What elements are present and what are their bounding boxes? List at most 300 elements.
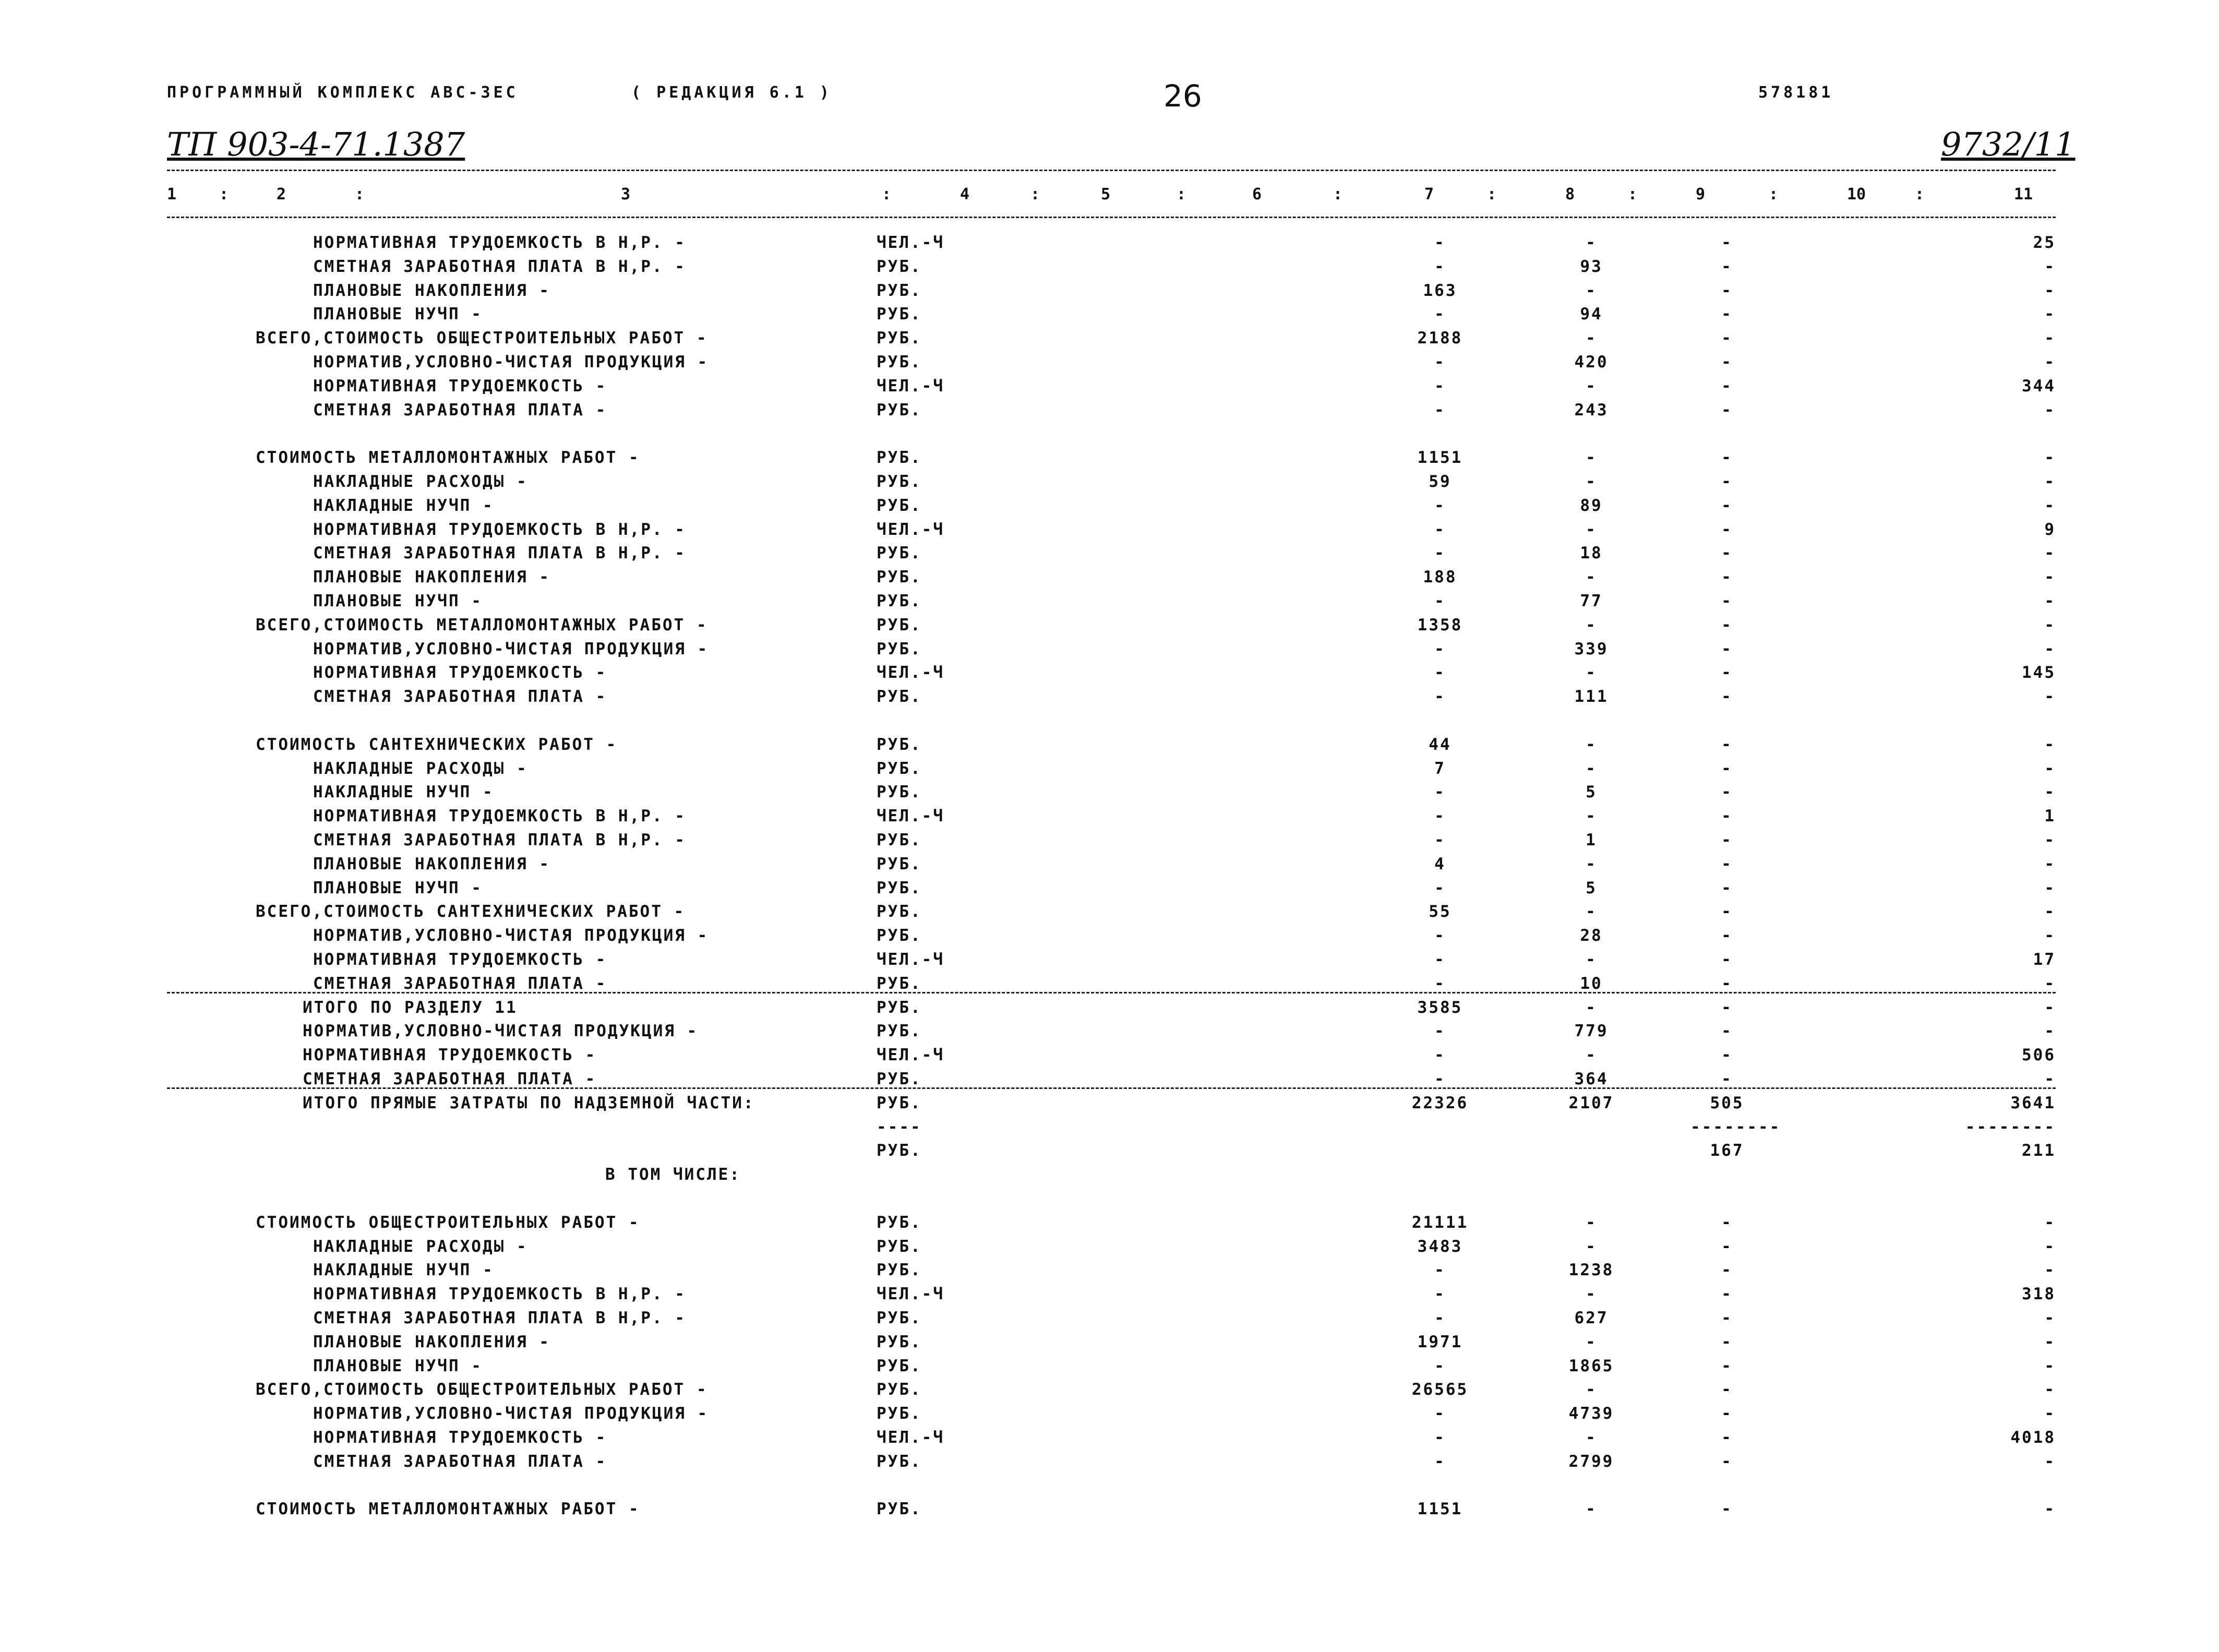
cell-col-9: - <box>1721 448 1733 468</box>
cell-col-11: - <box>2044 1237 2056 1256</box>
cell-col-7: - <box>1434 376 1446 396</box>
row-unit: ЧЕЛ.-Ч <box>877 376 944 396</box>
table-row <box>0 950 2219 974</box>
cell-col-7: 22326 <box>1411 1093 1469 1112</box>
table-row <box>0 687 2219 711</box>
cell-col-8: - <box>1586 902 1597 921</box>
cell-col-7: - <box>1434 831 1446 849</box>
row-unit: РУБ. <box>877 353 922 372</box>
column-separator: : <box>1915 185 1925 203</box>
column-separator: : <box>1769 185 1779 203</box>
row-label: НОРМАТИВ,УСЛОВНО-ЧИСТАЯ ПРОДУКЦИЯ - <box>313 926 709 945</box>
cell-col-11: 344 <box>2022 376 2056 396</box>
row-label: СМЕТНАЯ ЗАРАБОТНАЯ ПЛАТА - <box>313 400 607 420</box>
row-label: ПЛАНОВЫЕ НУЧП - <box>313 305 483 324</box>
cell-col-11: - <box>2044 759 2056 778</box>
cell-col-9: - <box>1721 472 1733 491</box>
cell-col-11: - <box>2044 281 2056 300</box>
cell-col-7: - <box>1434 663 1446 683</box>
handwritten-project-number: ТП 903-4-71.1387 <box>167 125 465 163</box>
row-unit: ЧЕЛ.-Ч <box>877 1428 944 1447</box>
cell-col-9: - <box>1721 568 1733 587</box>
handwritten-sheet-number: 9732/11 <box>1941 125 2076 163</box>
cell-col-9: - <box>1721 639 1733 659</box>
table-row <box>0 1141 2219 1165</box>
row-label: НОРМАТИВНАЯ ТРУДОЕМКОСТЬ В Н,Р. - <box>313 1285 686 1304</box>
program-title: ПРОГРАММНЫЙ КОМПЛЕКС АВС-ЗЕС <box>167 83 519 102</box>
cell-col-9: - <box>1721 305 1733 324</box>
row-unit: РУБ. <box>877 1213 922 1232</box>
column-number: 3 <box>621 185 631 203</box>
row-unit: РУБ. <box>877 544 922 563</box>
cell-col-8: 779 <box>1574 1022 1609 1041</box>
cell-col-11: - <box>2044 878 2056 897</box>
table-row <box>0 1261 2219 1285</box>
cell-col-11: - <box>2044 1309 2056 1327</box>
cell-col-7: - <box>1434 950 1446 969</box>
table-row <box>0 855 2219 879</box>
cell-col-8: 2799 <box>1568 1452 1614 1471</box>
table-row <box>0 401 2219 425</box>
cell-col-8: - <box>1586 568 1597 587</box>
row-label: НОРМАТИВНАЯ ТРУДОЕМКОСТЬ - <box>313 1428 607 1447</box>
cell-col-9: - <box>1721 687 1733 707</box>
table-row <box>0 902 2219 926</box>
cell-col-9: - <box>1721 759 1733 778</box>
row-unit: ЧЕЛ.-Ч <box>877 233 944 252</box>
table-row <box>0 592 2219 616</box>
row-unit: РУБ. <box>877 448 922 468</box>
cell-col-11: - <box>2044 592 2056 610</box>
cell-col-7: - <box>1434 1309 1446 1327</box>
row-label: СМЕТНАЯ ЗАРАБОТНАЯ ПЛАТА В Н,Р. - <box>313 257 686 276</box>
table-row <box>0 1380 2219 1404</box>
column-separator: : <box>1628 185 1638 203</box>
table-row <box>0 424 2219 448</box>
cell-col-8: - <box>1586 281 1597 300</box>
table-row <box>0 1022 2219 1046</box>
cell-col-7: - <box>1434 305 1446 324</box>
cell-col-7: 1151 <box>1417 448 1463 468</box>
cell-col-7: 163 <box>1423 281 1457 300</box>
cell-col-7: 7 <box>1434 759 1446 778</box>
cell-col-9: - <box>1721 998 1733 1017</box>
row-label: СМЕТНАЯ ЗАРАБОТНАЯ ПЛАТА В Н,Р. - <box>313 831 686 849</box>
cell-col-8: - <box>1586 376 1597 396</box>
cell-col-7: 21111 <box>1411 1213 1469 1232</box>
cell-col-9: - <box>1721 974 1733 993</box>
row-unit: РУБ. <box>877 496 922 515</box>
cell-col-8: 10 <box>1580 974 1603 993</box>
cell-col-11: - <box>2044 329 2056 348</box>
cell-col-11: - <box>2044 854 2056 873</box>
cell-col-8: - <box>1586 1380 1597 1399</box>
cell-col-7: - <box>1434 520 1446 539</box>
row-label: ПЛАНОВЫЕ НУЧП - <box>313 878 483 897</box>
table-row <box>0 998 2219 1022</box>
cell-col-9: - <box>1721 950 1733 969</box>
cell-col-11: - <box>2044 1213 2056 1232</box>
cell-col-8: - <box>1586 233 1597 252</box>
row-label: НОРМАТИВНАЯ ТРУДОЕМКОСТЬ - <box>313 950 607 969</box>
cell-col-7: - <box>1434 1404 1446 1423</box>
cell-col-7: 2188 <box>1417 329 1463 348</box>
cell-col-8: - <box>1586 1046 1597 1065</box>
row-label: СМЕТНАЯ ЗАРАБОТНАЯ ПЛАТА - <box>313 1452 607 1471</box>
cell-col-8: - <box>1586 1213 1597 1232</box>
column-separator: : <box>1333 185 1343 203</box>
row-unit: РУБ. <box>877 615 922 635</box>
cell-col-8: 1238 <box>1568 1261 1614 1280</box>
row-unit: РУБ. <box>877 1070 922 1088</box>
table-row <box>0 1333 2219 1357</box>
row-unit: РУБ. <box>877 1500 922 1519</box>
table-row <box>0 974 2219 998</box>
cell-col-8: 364 <box>1574 1070 1609 1088</box>
table-row <box>0 831 2219 855</box>
row-label: ПЛАНОВЫЕ НАКОПЛЕНИЯ - <box>313 854 550 873</box>
row-unit: РУБ. <box>877 783 922 802</box>
table-row <box>0 233 2219 257</box>
row-label: ВСЕГО,СТОИМОСТЬ МЕТАЛЛОМОНТАЖНЫХ РАБОТ - <box>256 615 708 635</box>
cell-col-8: 339 <box>1574 639 1609 659</box>
cell-col-11: - <box>2044 998 2056 1017</box>
table-row <box>0 640 2219 664</box>
row-label: НАКЛАДНЫЕ НУЧП - <box>313 496 494 515</box>
table-row <box>0 1118 2219 1142</box>
row-label: ВСЕГО,СТОИМОСТЬ САНТЕХНИЧЕСКИХ РАБОТ - <box>256 902 686 921</box>
row-label: НОРМАТИВ,УСЛОВНО-ЧИСТАЯ ПРОДУКЦИЯ - <box>303 1022 699 1041</box>
cell-col-11: - <box>2044 783 2056 802</box>
cell-col-7: - <box>1434 1070 1446 1088</box>
cell-col-11: 211 <box>2022 1141 2056 1160</box>
cell-col-8: - <box>1586 615 1597 635</box>
cell-col-11: - <box>2044 639 2056 659</box>
cell-col-9: - <box>1721 281 1733 300</box>
column-number: 1 <box>167 185 177 203</box>
row-unit: ЧЕЛ.-Ч <box>877 663 944 683</box>
cell-col-7: - <box>1434 592 1446 610</box>
table-row <box>0 879 2219 903</box>
cell-col-9: - <box>1721 1380 1733 1399</box>
row-unit: РУБ. <box>877 902 922 921</box>
cell-col-11: - <box>2044 1452 2056 1471</box>
row-label: СТОИМОСТЬ МЕТАЛЛОМОНТАЖНЫХ РАБОТ - <box>256 1500 640 1519</box>
table-row <box>0 377 2219 401</box>
cell-col-8: - <box>1586 1500 1597 1519</box>
row-label: СТОИМОСТЬ МЕТАЛЛОМОНТАЖНЫХ РАБОТ - <box>256 448 640 468</box>
cell-col-9: 505 <box>1710 1093 1744 1112</box>
cell-col-7: - <box>1434 1356 1446 1375</box>
table-row <box>0 329 2219 353</box>
cell-col-9: - <box>1721 1356 1733 1375</box>
table-row <box>0 472 2219 496</box>
cell-col-9: - <box>1721 233 1733 252</box>
row-unit: РУБ. <box>877 568 922 587</box>
table-row <box>0 353 2219 377</box>
row-label: СМЕТНАЯ ЗАРАБОТНАЯ ПЛАТА - <box>313 687 607 707</box>
table-row <box>0 281 2219 305</box>
cell-col-11: - <box>2044 496 2056 515</box>
row-label: НОРМАТИВНАЯ ТРУДОЕМКОСТЬ - <box>303 1046 597 1065</box>
cell-col-7: - <box>1434 496 1446 515</box>
cell-col-8: - <box>1586 807 1597 826</box>
cell-col-8: - <box>1586 472 1597 491</box>
row-label: НОРМАТИВНАЯ ТРУДОЕМКОСТЬ - <box>313 376 607 396</box>
cell-col-9: - <box>1721 1428 1733 1447</box>
table-row <box>0 1237 2219 1261</box>
cell-col-7: 44 <box>1429 735 1452 754</box>
cell-col-7: - <box>1434 353 1446 372</box>
cell-col-9: - <box>1721 1309 1733 1327</box>
cell-col-11: - <box>2044 1261 2056 1280</box>
cell-col-11: - <box>2044 1332 2056 1351</box>
cell-col-9: - <box>1721 496 1733 515</box>
cell-col-7: - <box>1434 1428 1446 1447</box>
cell-col-7: - <box>1434 1285 1446 1304</box>
cell-col-7: - <box>1434 257 1446 276</box>
column-number: 2 <box>277 185 286 203</box>
cell-col-11: 145 <box>2022 663 2056 683</box>
cell-col-7: - <box>1434 233 1446 252</box>
cell-col-9: - <box>1721 902 1733 921</box>
table-row <box>0 711 2219 735</box>
row-unit: РУБ. <box>877 1332 922 1351</box>
cell-col-11: -------- <box>1965 1117 2056 1136</box>
row-label: НАКЛАДНЫЕ РАСХОДЫ - <box>313 759 528 778</box>
cell-col-8: - <box>1586 663 1597 683</box>
row-label: СТОИМОСТЬ ОБЩЕСТРОИТЕЛЬНЫХ РАБОТ - <box>256 1213 640 1232</box>
cell-col-8: - <box>1586 448 1597 468</box>
cell-col-9: - <box>1721 1404 1733 1423</box>
row-unit: РУБ. <box>877 639 922 659</box>
cell-col-11: - <box>2044 735 2056 754</box>
row-label: СМЕТНАЯ ЗАРАБОТНАЯ ПЛАТА - <box>313 974 607 993</box>
cell-col-8: - <box>1586 1332 1597 1351</box>
cell-col-11: - <box>2044 1500 2056 1519</box>
cell-col-9: - <box>1721 544 1733 563</box>
cell-col-9: - <box>1721 854 1733 873</box>
cell-col-7: 1151 <box>1417 1500 1463 1519</box>
column-number: 5 <box>1101 185 1111 203</box>
cell-col-11: - <box>2044 448 2056 468</box>
cell-col-11: - <box>2044 1404 2056 1423</box>
cell-col-11: - <box>2044 615 2056 635</box>
cell-col-11: - <box>2044 902 2056 921</box>
table-row <box>0 783 2219 807</box>
row-unit: РУБ. <box>877 1452 922 1471</box>
column-number: 4 <box>960 185 970 203</box>
row-unit: РУБ. <box>877 1380 922 1399</box>
row-label: НОРМАТИВНАЯ ТРУДОЕМКОСТЬ В Н,Р. - <box>313 520 686 539</box>
row-unit: РУБ. <box>877 926 922 945</box>
cell-col-11: - <box>2044 1070 2056 1088</box>
cell-col-11: - <box>2044 926 2056 945</box>
table-row <box>0 448 2219 472</box>
table-row <box>0 926 2219 950</box>
row-unit: ЧЕЛ.-Ч <box>877 807 944 826</box>
table-row <box>0 1357 2219 1381</box>
cell-col-8: 5 <box>1586 878 1597 897</box>
table-row <box>0 616 2219 640</box>
cell-col-11: - <box>2044 400 2056 420</box>
cell-col-9: - <box>1721 329 1733 348</box>
edition-label: ( РЕДАКЦИЯ 6.1 ) <box>631 83 832 102</box>
row-unit: РУБ. <box>877 400 922 420</box>
section-rule <box>167 992 2056 993</box>
cell-col-7: - <box>1434 1452 1446 1471</box>
row-label: СТОИМОСТЬ САНТЕХНИЧЕСКИХ РАБОТ - <box>256 735 618 754</box>
table-row <box>0 1285 2219 1309</box>
cell-col-9: - <box>1721 520 1733 539</box>
cell-col-9: - <box>1721 1452 1733 1471</box>
table-row <box>0 1070 2219 1094</box>
row-unit: РУБ. <box>877 257 922 276</box>
cell-col-11: 506 <box>2022 1046 2056 1065</box>
row-label: ВСЕГО,СТОИМОСТЬ ОБЩЕСТРОИТЕЛЬНЫХ РАБОТ - <box>256 1380 708 1399</box>
cell-col-9: - <box>1721 257 1733 276</box>
cell-col-11: 25 <box>2033 233 2056 252</box>
cell-col-8: 89 <box>1580 496 1603 515</box>
table-row <box>0 1046 2219 1070</box>
cell-col-9: - <box>1721 807 1733 826</box>
cell-col-9: - <box>1721 831 1733 849</box>
row-label: НАКЛАДНЫЕ НУЧП - <box>313 783 494 802</box>
cell-col-11: 3641 <box>2010 1093 2056 1112</box>
table-row <box>0 1213 2219 1237</box>
cell-col-8: 1865 <box>1568 1356 1614 1375</box>
cell-col-8: 5 <box>1586 783 1597 802</box>
row-label: НАКЛАДНЫЕ РАСХОДЫ - <box>313 1237 528 1256</box>
cell-col-11: 4018 <box>2010 1428 2056 1447</box>
row-unit: ЧЕЛ.-Ч <box>877 520 944 539</box>
row-unit: РУБ. <box>877 878 922 897</box>
row-label: НОРМАТИВ,УСЛОВНО-ЧИСТАЯ ПРОДУКЦИЯ - <box>313 1404 709 1423</box>
table-row <box>0 735 2219 759</box>
row-unit: РУБ. <box>877 305 922 324</box>
cell-col-11: - <box>2044 544 2056 563</box>
row-unit: РУБ. <box>877 281 922 300</box>
cell-col-8: - <box>1586 1237 1597 1256</box>
cell-col-7: - <box>1434 783 1446 802</box>
column-number: 6 <box>1252 185 1262 203</box>
cell-col-8: 420 <box>1574 353 1609 372</box>
cell-col-7: - <box>1434 639 1446 659</box>
row-unit: РУБ. <box>877 974 922 993</box>
table-row <box>0 1500 2219 1524</box>
cell-col-11: - <box>2044 305 2056 324</box>
row-unit: РУБ. <box>877 998 922 1017</box>
cell-col-8: - <box>1586 520 1597 539</box>
table-row <box>0 1309 2219 1333</box>
row-label: ИТОГО ПО РАЗДЕЛУ 11 <box>303 998 518 1017</box>
cell-col-8: - <box>1586 759 1597 778</box>
cell-col-8: - <box>1586 1285 1597 1304</box>
row-unit: РУБ. <box>877 1356 922 1375</box>
cell-col-9: - <box>1721 1500 1733 1519</box>
column-number: 8 <box>1565 185 1575 203</box>
cell-col-8: 28 <box>1580 926 1603 945</box>
cell-col-9: - <box>1721 1332 1733 1351</box>
row-label: СМЕТНАЯ ЗАРАБОТНАЯ ПЛАТА - <box>303 1070 597 1088</box>
cell-col-7: - <box>1434 687 1446 707</box>
column-separator: : <box>1487 185 1497 203</box>
row-unit: РУБ. <box>877 1093 922 1112</box>
row-unit: РУБ. <box>877 329 922 348</box>
table-row <box>0 1452 2219 1476</box>
cell-col-7: 4 <box>1434 854 1446 873</box>
cell-col-7: - <box>1434 878 1446 897</box>
cell-col-8: - <box>1586 329 1597 348</box>
cell-col-7: 1358 <box>1417 615 1463 635</box>
cell-col-7: 188 <box>1423 568 1457 587</box>
cell-col-9: - <box>1721 1285 1733 1304</box>
cell-col-7: 3483 <box>1417 1237 1463 1256</box>
cell-col-9: - <box>1721 1022 1733 1041</box>
cell-col-11: - <box>2044 1356 2056 1375</box>
cell-col-7: - <box>1434 807 1446 826</box>
section-rule <box>167 1087 2056 1089</box>
cell-col-9: - <box>1721 1213 1733 1232</box>
cell-col-8: - <box>1586 854 1597 873</box>
cell-col-7: - <box>1434 1022 1446 1041</box>
cell-col-9: - <box>1721 1261 1733 1280</box>
cell-col-9: 167 <box>1710 1141 1744 1160</box>
cell-col-8: - <box>1586 735 1597 754</box>
row-label: ПЛАНОВЫЕ НУЧП - <box>313 1356 483 1375</box>
cell-col-7: 3585 <box>1417 998 1463 1017</box>
table-row <box>0 520 2219 544</box>
table-row <box>0 759 2219 783</box>
cell-col-9: -------- <box>1690 1117 1781 1136</box>
cell-col-7: - <box>1434 974 1446 993</box>
column-number: 10 <box>1847 185 1866 203</box>
document-code: 578181 <box>1758 83 1834 102</box>
table-row <box>0 807 2219 831</box>
cell-col-11: 17 <box>2033 950 2056 969</box>
row-unit: РУБ. <box>877 735 922 754</box>
table-row <box>0 1428 2219 1452</box>
table-row <box>0 1404 2219 1428</box>
cell-col-11: - <box>2044 1022 2056 1041</box>
cell-col-11: - <box>2044 687 2056 707</box>
cell-col-7: - <box>1434 1261 1446 1280</box>
cell-col-8: 4739 <box>1568 1404 1614 1423</box>
row-label: НАКЛАДНЫЕ НУЧП - <box>313 1261 494 1280</box>
cell-col-9: - <box>1721 1070 1733 1088</box>
column-separator: : <box>882 185 892 203</box>
cell-col-11: - <box>2044 472 2056 491</box>
cell-col-8: 627 <box>1574 1309 1609 1327</box>
table-row <box>0 1476 2219 1500</box>
cell-col-8: 243 <box>1574 400 1609 420</box>
row-label: В ТОМ ЧИСЛЕ: <box>605 1165 741 1184</box>
cell-col-8: 93 <box>1580 257 1603 276</box>
column-number: 7 <box>1424 185 1434 203</box>
cell-col-7: - <box>1434 1046 1446 1065</box>
cell-col-11: - <box>2044 1380 2056 1399</box>
row-label: НАКЛАДНЫЕ РАСХОДЫ - <box>313 472 528 491</box>
row-unit: РУБ. <box>877 592 922 610</box>
cell-col-7: 26565 <box>1411 1380 1469 1399</box>
table-row <box>0 496 2219 520</box>
row-label: НОРМАТИВ,УСЛОВНО-ЧИСТАЯ ПРОДУКЦИЯ - <box>313 353 709 372</box>
cell-col-11: 9 <box>2044 520 2056 539</box>
cell-col-11: 318 <box>2022 1285 2056 1304</box>
row-label: СМЕТНАЯ ЗАРАБОТНАЯ ПЛАТА В Н,Р. - <box>313 544 686 563</box>
row-label: ВСЕГО,СТОИМОСТЬ ОБЩЕСТРОИТЕЛЬНЫХ РАБОТ - <box>256 329 708 348</box>
cell-col-11: - <box>2044 353 2056 372</box>
